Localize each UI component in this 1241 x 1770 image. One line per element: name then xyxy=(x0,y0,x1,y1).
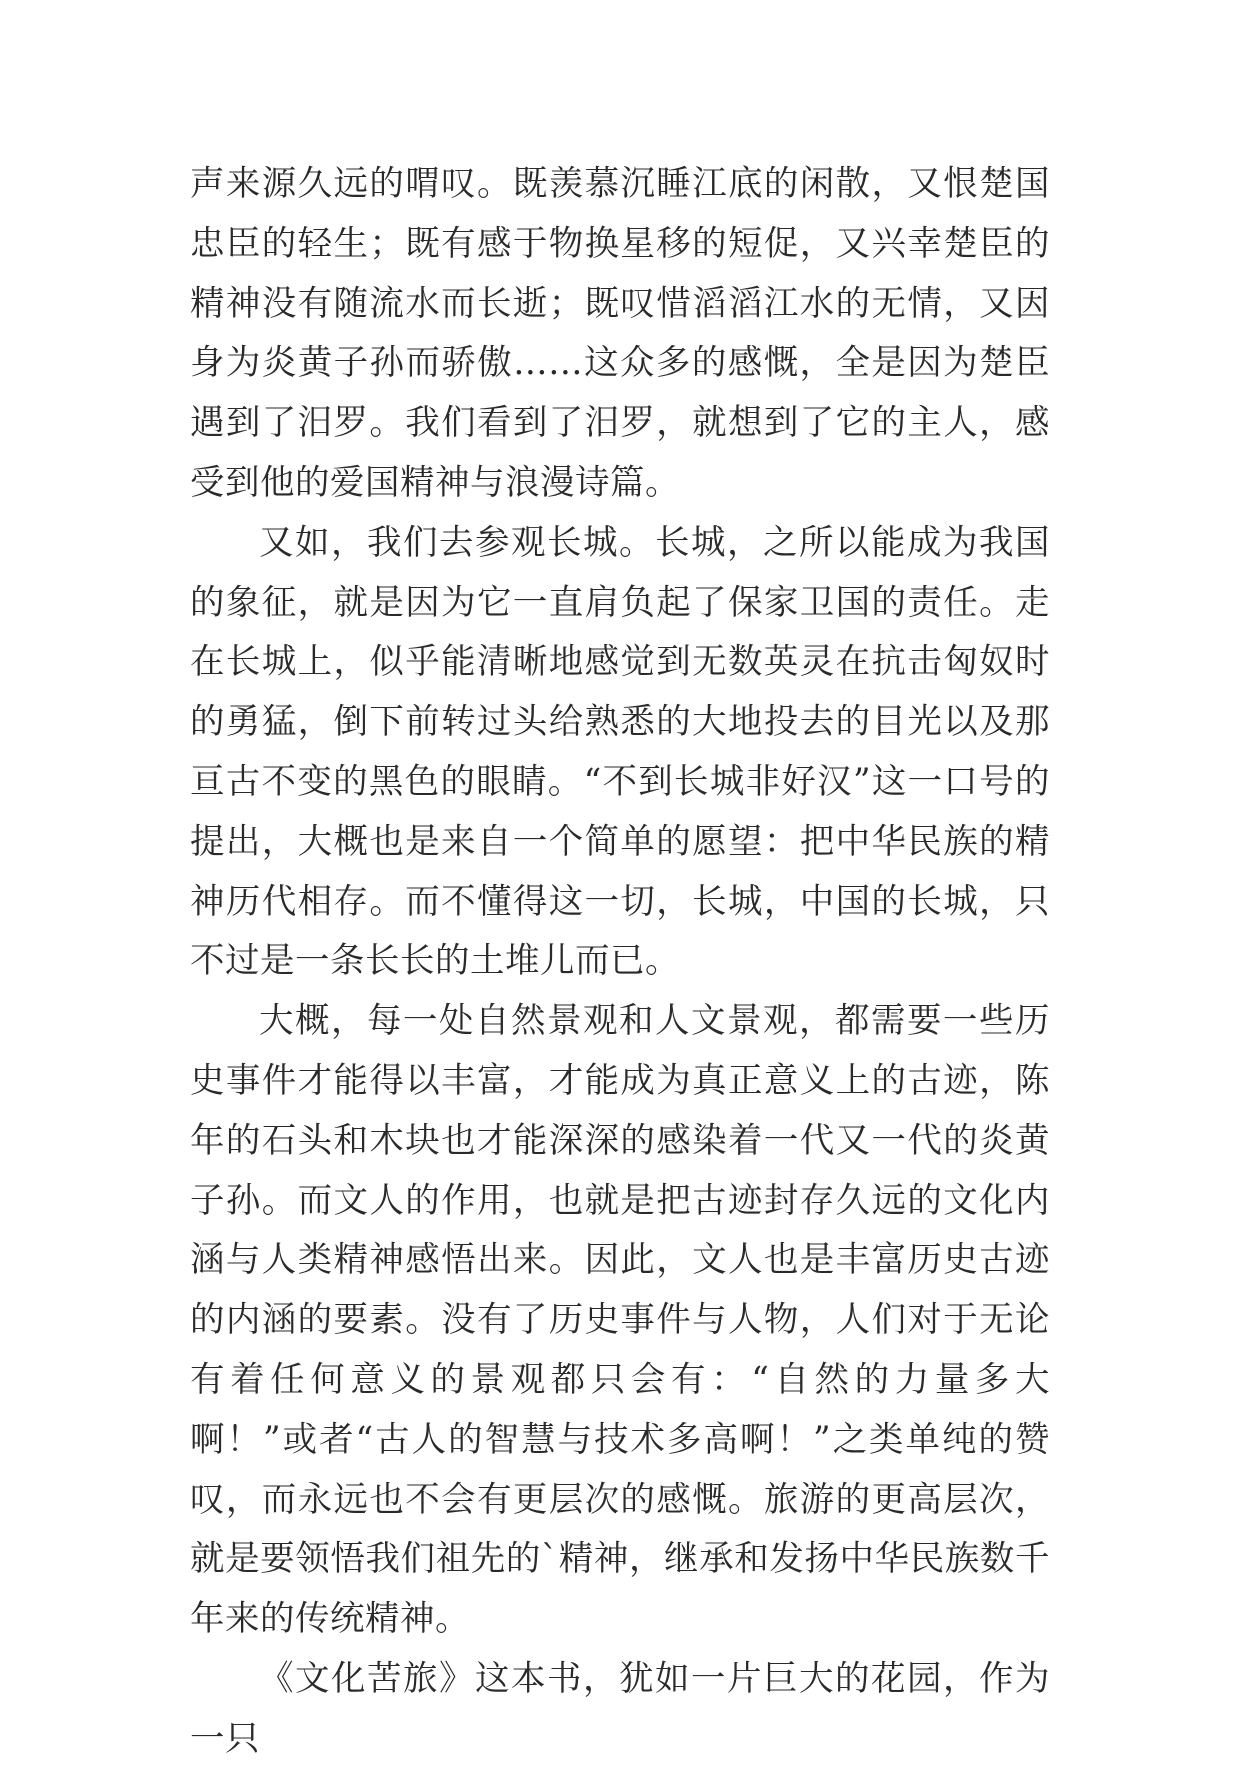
paragraph-3: 大概，每一处自然景观和人文景观，都需要一些历史事件才能得以丰富，才能成为真正意义上的古迹，陈年的石头和木块也才能深深的感染着一代又一代的炎黄子孙。而文人的作用，也就是把古迹封存久远的文化内涵与人类精神感悟出来。因此，文人也是丰富历史古迹的内涵的要素。没有了历史事件与人物，人们对于无论有着任何意义的景观都只会有：“自然的力量多大啊！”或者“古人的智慧与技术多高啊！”之类单纯的赞叹，而永远也不会有更层次的感慨。旅游的更高层次，就是要领悟我们祖先的`精神，继承和发扬中华民族数千年来的传统精神。 xyxy=(190,1001,1050,1640)
body-text xyxy=(190,155,1050,1770)
paragraph-1: 声来源久远的喟叹。既羡慕沉睡江底的闲散，又恨楚国忠臣的轻生；既有感于物换星移的短促，又兴幸楚臣的精神没有随流水而长逝；既叹惜滔滔江水的无情，又因身为炎黄子孙而骄傲……这众多的感慨，全是因为楚臣遇到了汨罗。我们看到了汨罗，就想到了它的主人，感受到他的爱国精神与浪漫诗篇。 xyxy=(190,164,1050,503)
paragraph-4: 《文化苦旅》这本书，犹如一片巨大的花园，作为一只 xyxy=(190,1658,1050,1759)
paragraph-2: 又如，我们去参观长城。长城，之所以能成为我国的象征，就是因为它一直肩负起了保家卫国的责任。走在长城上，似乎能清晰地感觉到无数英灵在抗击匈奴时的勇猛，倒下前转过头给熟悉的大地投去的目光以及那亘古不变的黑色的眼睛。“不到长城非好汉”这一口号的提出，大概也是来自一个简单的愿望：把中华民族的精神历代相存。而不懂得这一切，长城，中国的长城，只不过是一条长长的土堆儿而已。 xyxy=(190,522,1050,982)
